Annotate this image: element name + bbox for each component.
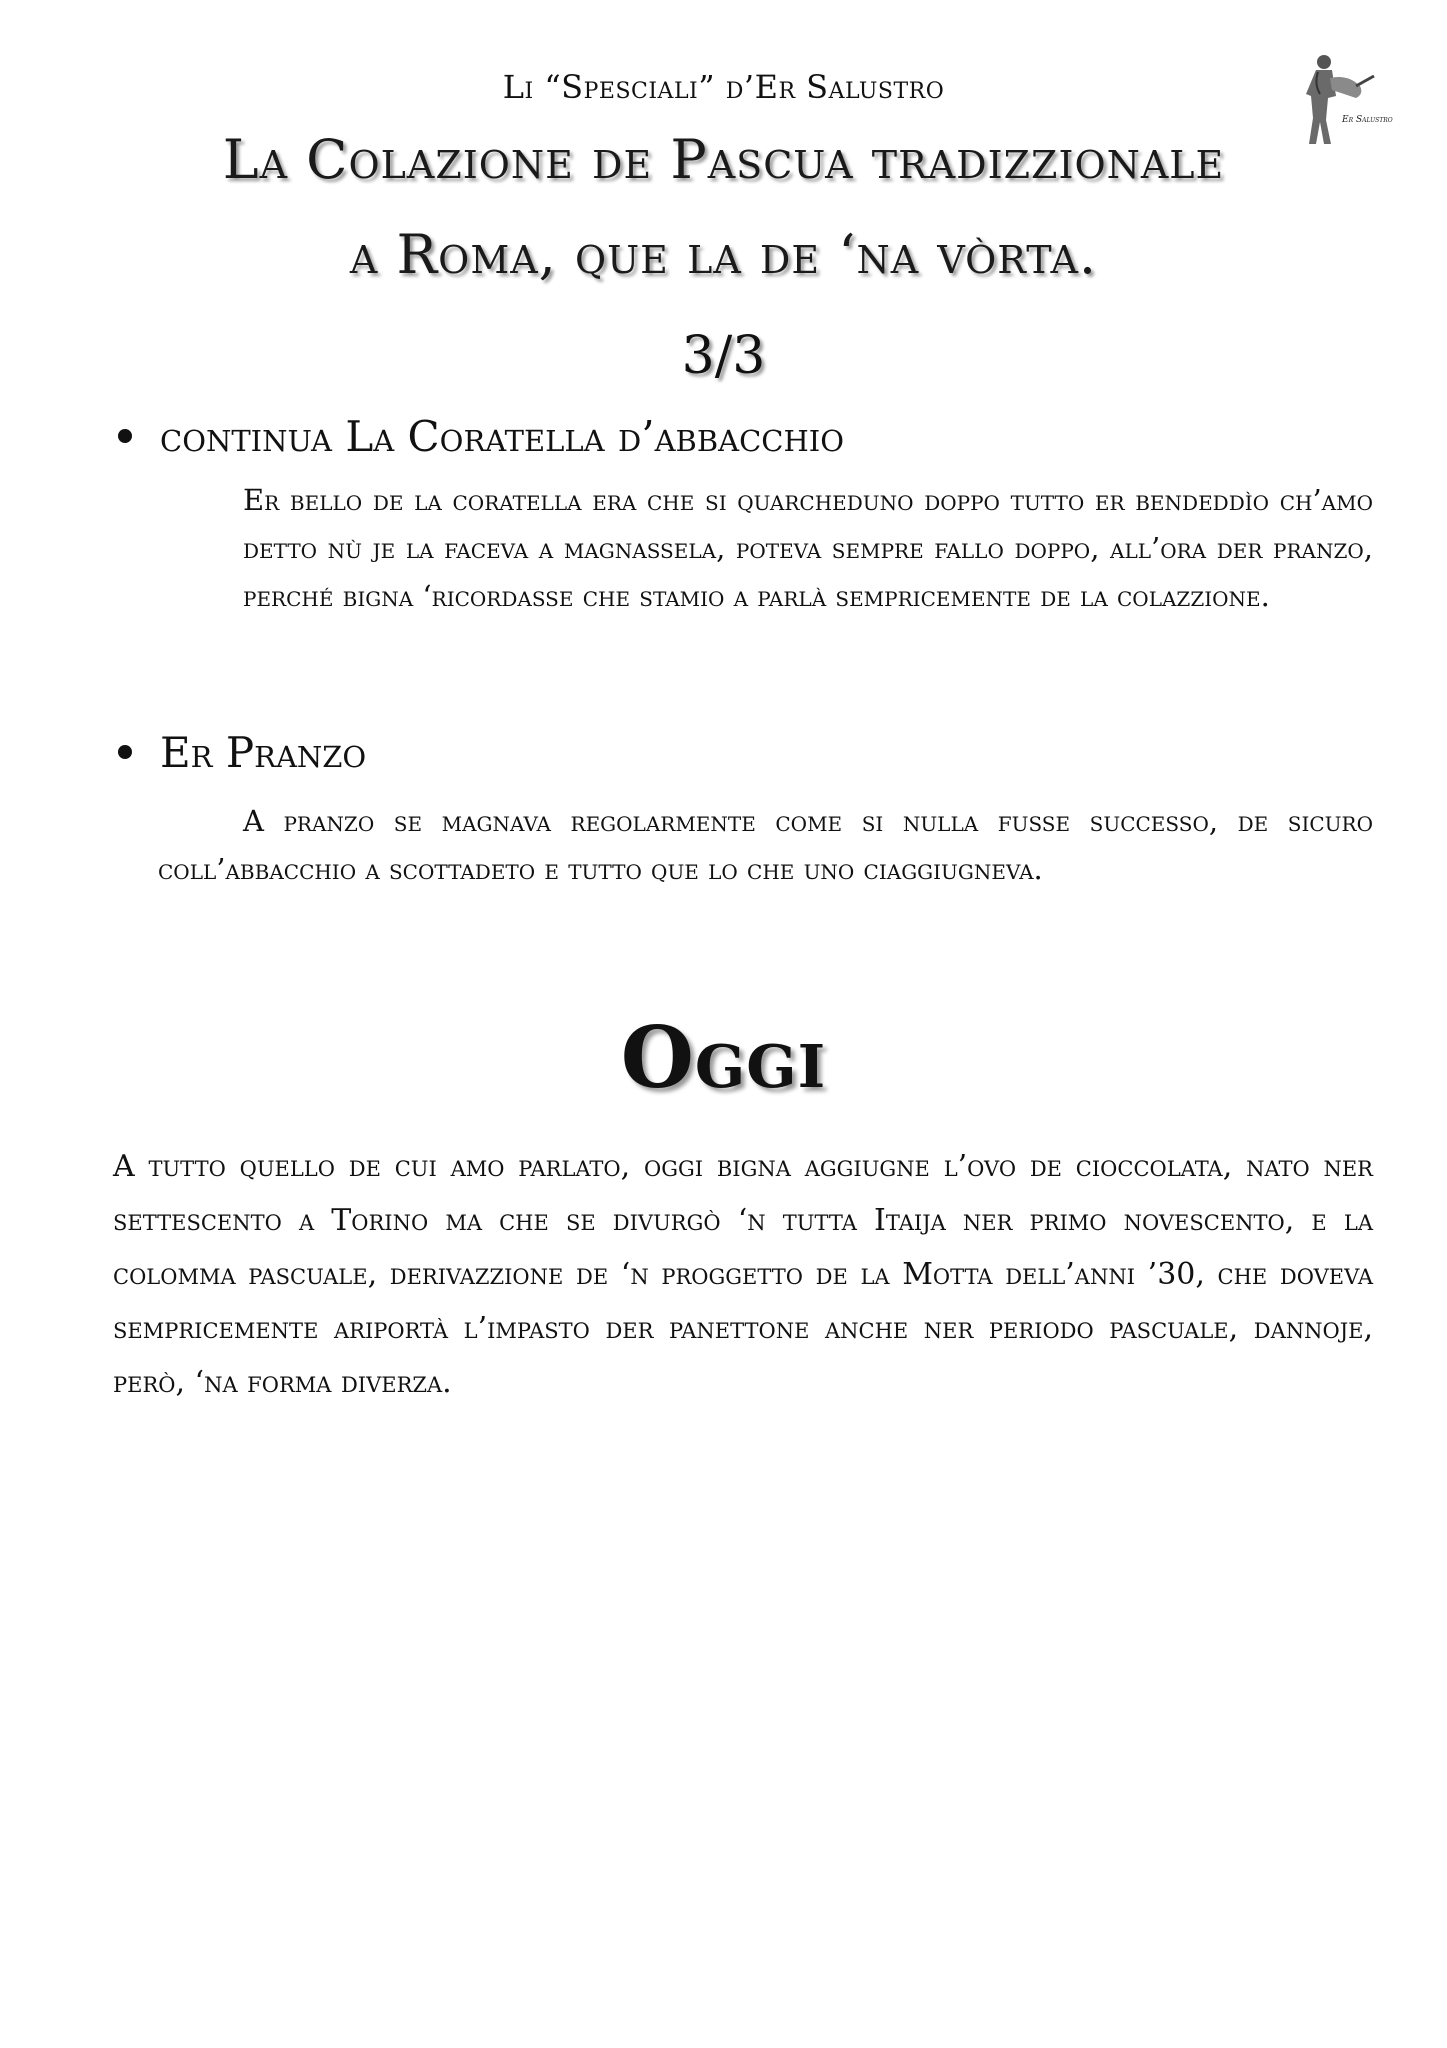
section-heading-coratella xyxy=(118,412,844,461)
logo-signature: Er Salustro xyxy=(1342,115,1393,125)
section-body-coratella: Er bello de la coratella era che si quarcheduno doppo tutto er bendeddìo ch’amo detto nù je la faceva a magnassela, poteva sempre fallo doppo, all’ora der pranzo, perché bigna ‘ricordasse che stamio a parlà sempricemente de la colazzione. xyxy=(243,483,1373,613)
section-heading-text: continua La Coratella d’abbacchio xyxy=(160,412,844,461)
series-label: Li “Spesciali” d’Er Salustro xyxy=(502,68,945,106)
oggi-body: A tutto quello de cui amo parlato, oggi bigna aggiugne l’ovo de cioccolata, nato ner settescento a Torino ma che se divurgò ‘n tutta Itaija ner primo novescento, e la colomma pascuale, derivazzione de ‘n proggetto de la Motta dell’anni ’30, che doveva sempricemente ariportà l’impasto der panettone anche ner periodo pascuale, dannoje, però, ‘na forma diverza. xyxy=(113,1149,1373,1400)
bullet-icon xyxy=(118,429,132,443)
oggi-heading: Oggi xyxy=(620,1008,827,1107)
page-title-line-1: La Colazione de Pascua tradizzionale xyxy=(222,128,1225,191)
page-title-line-2: a Roma, que la de ‘na vòrta. xyxy=(349,223,1098,286)
er-salustro-figure-logo xyxy=(1298,50,1393,148)
bullet-icon xyxy=(118,745,132,759)
section-body-pranzo: A pranzo se magnava regolarmente come si nulla fusse successo, de sicuro coll’abbacchio a scottadeto e tutto que lo che uno ciaggiugneva. xyxy=(158,804,1373,886)
section-heading-pranzo xyxy=(118,728,366,777)
section-heading-text: Er Pranzo xyxy=(160,728,367,777)
page-number: 3/3 xyxy=(681,326,766,386)
